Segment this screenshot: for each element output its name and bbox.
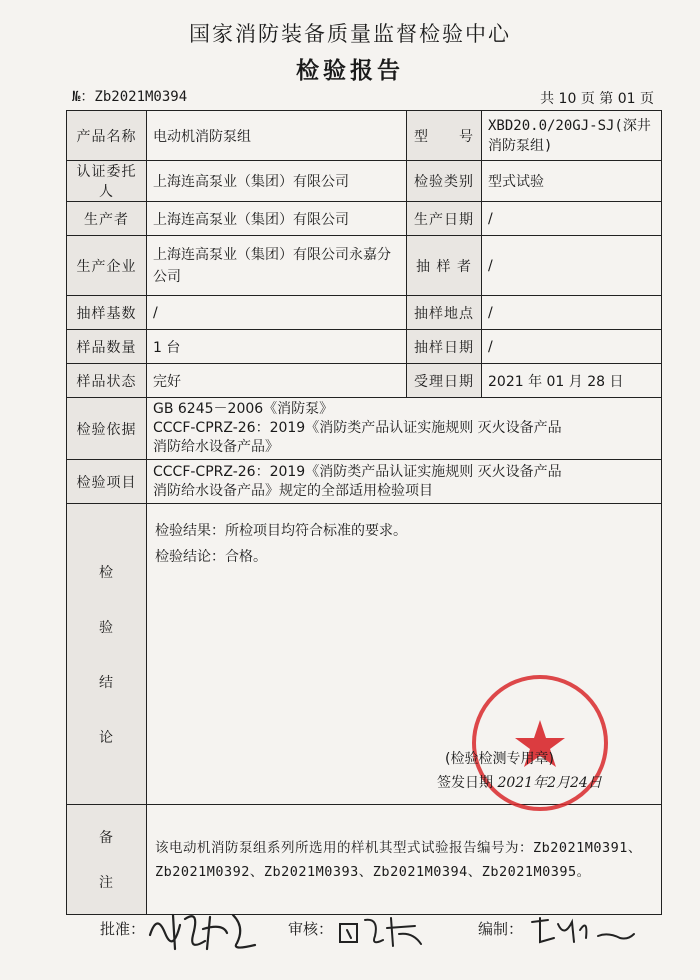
label-remarks <box>67 805 147 915</box>
table-row <box>67 236 662 296</box>
conclusion-row <box>67 504 662 805</box>
table-row <box>67 202 662 236</box>
value-model: XBD20.0/20GJ-SJ(深井消防泵组) <box>482 111 662 161</box>
issue-date-value: 2021年2月24日 <box>497 775 602 791</box>
approve-signature-icon <box>145 905 265 955</box>
issue-date <box>437 772 602 792</box>
value-sample-qty: 1 台 <box>147 330 407 364</box>
table-row <box>67 460 662 504</box>
label-sample-date: 抽样日期 <box>407 330 482 364</box>
label-test-type: 检验类别 <box>407 161 482 202</box>
value-items <box>147 460 662 504</box>
official-seal-icon <box>465 668 615 818</box>
value-test-type: 型式试验 <box>482 161 662 202</box>
items-line: 消防给水设备产品》规定的全部适用检验项目 <box>153 482 433 499</box>
value-sample-base: / <box>147 296 407 330</box>
value-basis <box>147 398 662 460</box>
label-sample-state: 样品状态 <box>67 364 147 398</box>
label-receive-date: 受理日期 <box>407 364 482 398</box>
label-production-date: 生产日期 <box>407 202 482 236</box>
label-conclusion <box>67 504 147 805</box>
value-sample-date: / <box>482 330 662 364</box>
remarks-row <box>67 805 662 915</box>
value-manufacturer: 上海连高泵业（集团）有限公司永嘉分公司 <box>147 236 407 296</box>
items-line: CCCF-CPRZ-26：2019《消防类产品认证实施规则 灭火设备产品 <box>153 463 562 480</box>
value-producer: 上海连高泵业（集团）有限公司 <box>147 202 407 236</box>
label-sample-base: 抽样基数 <box>67 296 147 330</box>
value-client: 上海连高泵业（集团）有限公司 <box>147 161 407 202</box>
value-sample-state: 完好 <box>147 364 407 398</box>
conclusion-body <box>147 504 662 805</box>
review-signature-icon <box>335 910 435 950</box>
table-row <box>67 296 662 330</box>
value-sampler: / <box>482 236 662 296</box>
label-producer: 生产者 <box>67 202 147 236</box>
value-receive-date: 2021 年 01 月 28 日 <box>482 364 662 398</box>
seal-caption: (检验检测专用章) <box>445 751 554 767</box>
basis-line: CCCF-CPRZ-26：2019《消防类产品认证实施规则 灭火设备产品 <box>153 420 562 436</box>
table-row <box>67 330 662 364</box>
conclusion-label-char: 验 <box>99 619 114 636</box>
page-count: 共 10 页 第 01 页 <box>540 91 654 107</box>
conclusion-label-char: 结 <box>99 674 114 691</box>
remarks-label-char: 备 <box>99 830 114 846</box>
compile-signature-icon <box>528 908 638 948</box>
review-label: 审核： <box>288 920 334 938</box>
label-items: 检验项目 <box>67 460 147 504</box>
remarks-label-char: 注 <box>99 875 114 891</box>
report-number: №：Zb2021M0394 <box>72 89 188 105</box>
institution-name: 国家消防装备质量监督检验中心 <box>189 22 511 46</box>
basis-line: 消防给水设备产品》 <box>153 439 279 455</box>
compile-label: 编制： <box>478 920 524 938</box>
label-model: 型 号 <box>407 111 482 161</box>
report-table <box>66 110 662 915</box>
value-production-date: / <box>482 202 662 236</box>
test-result: 检验结果：所检项目均符合标准的要求。 <box>155 523 407 539</box>
label-sampler: 抽 样 者 <box>407 236 482 296</box>
table-row <box>67 398 662 460</box>
label-product-name: 产品名称 <box>67 111 147 161</box>
value-sample-place: / <box>482 296 662 330</box>
label-basis: 检验依据 <box>67 398 147 460</box>
table-row <box>67 364 662 398</box>
issue-date-label: 签发日期 <box>437 775 493 791</box>
table-row <box>67 111 662 161</box>
remarks-text: 该电动机消防泵组系列所选用的样机其型式试验报告编号为：Zb2021M0391、Zb2021M0392、Zb2021M0393、Zb2021M0394、Zb2021M0395。 <box>147 805 662 915</box>
label-client: 认证委托人 <box>67 161 147 202</box>
value-product-name: 电动机消防泵组 <box>147 111 407 161</box>
conclusion-label-char: 检 <box>99 564 114 581</box>
table-row <box>67 161 662 202</box>
label-sample-place: 抽样地点 <box>407 296 482 330</box>
label-sample-qty: 样品数量 <box>67 330 147 364</box>
approve-label: 批准： <box>100 920 146 938</box>
label-manufacturer: 生产企业 <box>67 236 147 296</box>
report-title: 检验报告 <box>296 58 404 84</box>
test-verdict: 检验结论：合格。 <box>155 549 267 565</box>
conclusion-label-char: 论 <box>99 729 114 746</box>
basis-line: GB 6245－2006《消防泵》 <box>153 401 334 417</box>
